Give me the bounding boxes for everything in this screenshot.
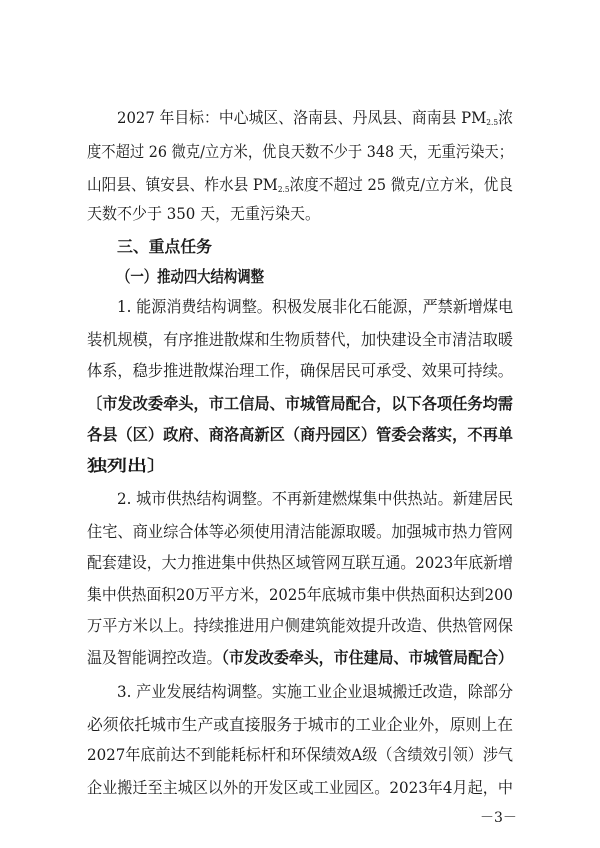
text-span: 体系，稳步推进散煤治理工作，确保居民可承受、效果可持续。 xyxy=(87,361,514,380)
text-line xyxy=(87,552,513,574)
text-line xyxy=(117,266,264,288)
text-span: 独列出〕 xyxy=(87,456,168,475)
text-line xyxy=(117,681,513,703)
text-line xyxy=(117,488,513,510)
text-span: 浓 xyxy=(498,108,513,127)
text-span: 住宅、商业综合体等必须使用清洁能源取暖。加强城市热力管网 xyxy=(87,522,514,541)
text-span: 各县（区）政府、商洛高新区（商丹园区）管委会落实，不再单 xyxy=(87,425,514,444)
text-line xyxy=(87,714,513,736)
text-line xyxy=(87,521,513,543)
text-line xyxy=(87,203,320,225)
text-span: （一）推动四大结构调整 xyxy=(117,267,265,286)
text-line xyxy=(87,360,513,382)
page-number: －3－ xyxy=(480,810,517,826)
text-line xyxy=(87,455,167,477)
text-span: 必须依托城市生产或直接服务于城市的工业企业外，原则上在 xyxy=(87,715,514,734)
text-span: （市发改委牵头，市住建局、市城管局配合） xyxy=(221,648,513,667)
text-span: 〔市发改委牵头，市工信局、市城管局配合，以下各项任务均需 xyxy=(87,394,514,413)
text-span: 集中供热面积20万平方米，2025年底城市集中供热面积达到200 xyxy=(87,585,513,604)
text-line xyxy=(87,584,513,606)
text-line xyxy=(87,777,513,799)
text-line xyxy=(87,329,513,351)
text-line xyxy=(87,174,513,196)
text-line xyxy=(87,393,513,415)
text-span: 企业搬迁至主城区以外的开发区或工业园区。2023年4月起，中 xyxy=(87,778,514,797)
text-span: 度不超过 26 微克/立方米，优良天数不少于 348 天，无重污染天； xyxy=(87,142,514,161)
text-span: 三、重点任务 xyxy=(117,237,212,256)
text-span: 天数不少于 350 天，无重污染天。 xyxy=(87,204,320,223)
text-span: 3. 产业发展结构调整。实施工业企业退城搬迁改造，除部分 xyxy=(117,682,514,701)
text-span: 浓度不超过 25 微克/立方米，优良 xyxy=(289,175,514,194)
text-line xyxy=(87,141,513,163)
text-line xyxy=(87,744,513,766)
text-span: 2027 年目标：中心城区、洛南县、丹凤县、商南县 PM xyxy=(117,108,487,127)
text-line xyxy=(87,647,513,669)
text-span: 山阳县、镇安县、柞水县 PM xyxy=(87,175,278,194)
text-span: 温及智能调控改造。 xyxy=(87,648,222,667)
text-line xyxy=(117,107,513,129)
text-line xyxy=(87,424,513,446)
text-span: 1. 能源消费结构调整。积极发展非化石能源，严禁新增煤电 xyxy=(117,297,514,316)
text-span: 装机规模，有序推进散煤和生物质替代，加快建设全市清洁取暖 xyxy=(87,330,514,349)
text-line xyxy=(87,615,513,637)
text-span: 2027年底前达不到能耗标杆和环保绩效A级（含绩效引领）涉气 xyxy=(87,745,514,764)
subscript-text: 2.5 xyxy=(277,185,290,194)
text-span: 2. 城市供热结构调整。不再新建燃煤集中供热站。新建居民 xyxy=(117,489,514,508)
text-span: 配套建设，大力推进集中供热区域管网互联互通。2023年底新增 xyxy=(87,553,513,572)
text-span: 万平方米以上。持续推进用户侧建筑能效提升改造、供热管网保 xyxy=(87,616,514,635)
text-line xyxy=(117,236,212,258)
subscript-text: 2.5 xyxy=(486,118,499,127)
text-line xyxy=(117,296,513,318)
